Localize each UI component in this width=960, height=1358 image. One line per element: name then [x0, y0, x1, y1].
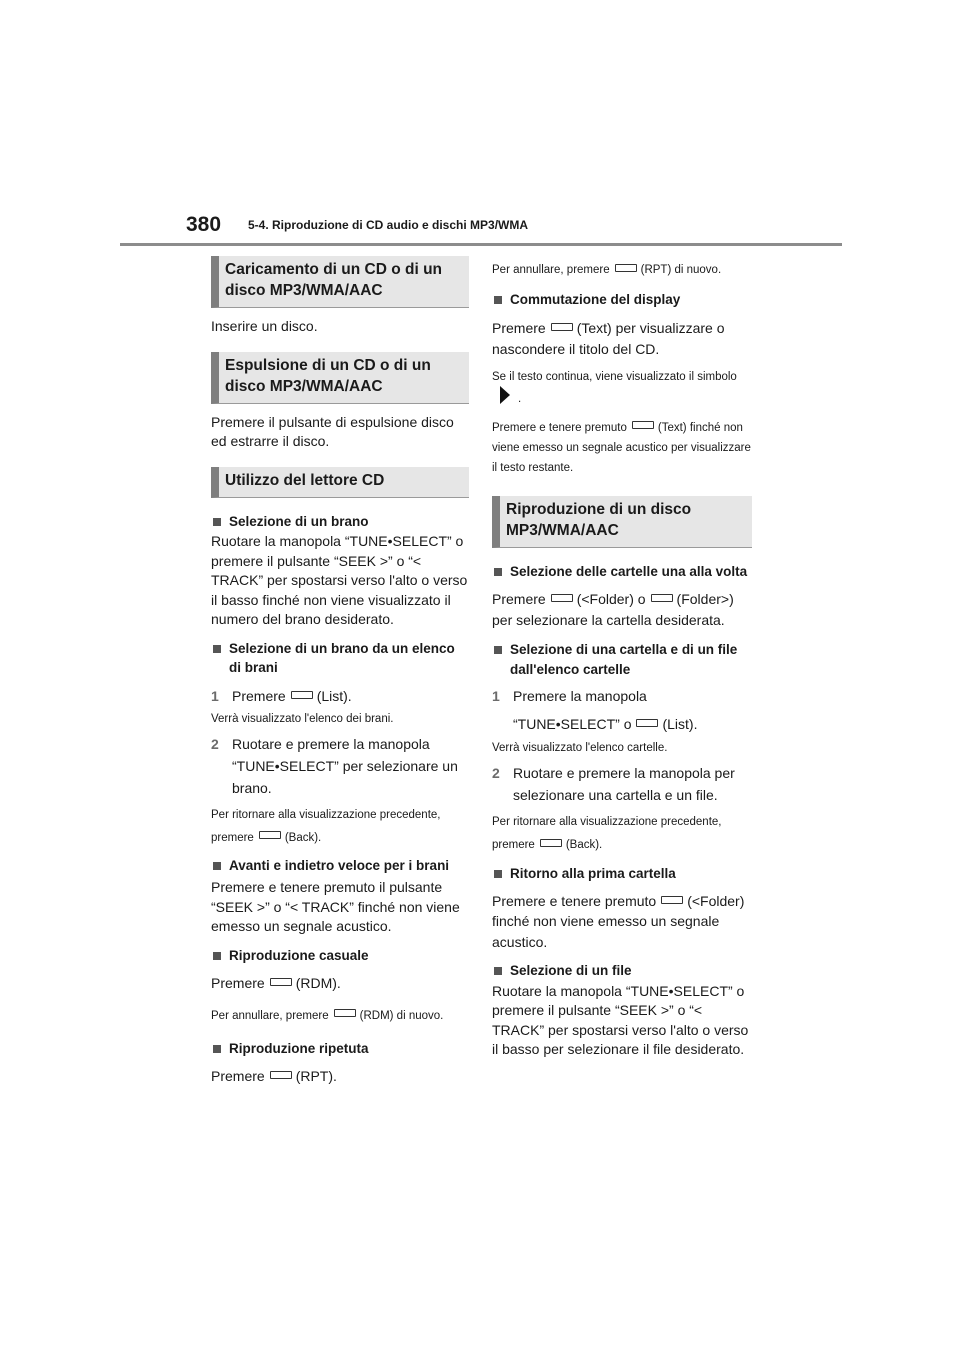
select-file-text: Ruotare la manopola “TUNE•SELECT” o premere il pulsante “SEEK >” o “< TRACK” per spostarsi verso l'alto o verso il basso per selezionare il file desiderato.	[492, 982, 749, 1057]
text-button-icon	[551, 323, 573, 331]
square-bullet-icon	[213, 952, 221, 960]
repeat-note: Per annullare, premere (RPT) di nuovo.	[492, 264, 722, 276]
step-1-knob: 1 Premere la manopola “TUNE•SELECT” o (List).	[492, 688, 698, 732]
square-bullet-icon	[494, 967, 502, 975]
folder-next-button-icon	[651, 594, 673, 602]
left-column	[211, 256, 469, 1087]
folders-text: Premere (<Folder) o (Folder>) per selezionare la cartella desiderata.	[492, 591, 734, 628]
step-2-folder-select: 2 Ruotare e premere la manopola per selezionare una cartella e un file.	[492, 765, 735, 803]
folder-prev-button-icon	[661, 896, 683, 904]
fast-forward-text: Premere e tenere premuto il pulsante “SEEK >” o “< TRACK” finché non viene emesso un segnale acustico.	[211, 879, 460, 934]
random-note: Per annullare, premere (RDM) di nuovo.	[211, 1009, 444, 1022]
rdm-button-icon	[270, 978, 292, 986]
random-text: Premere (RDM).	[211, 975, 341, 991]
folder-prev-button-icon	[551, 594, 573, 602]
subheading-track-list: Selezione di un brano da un elenco di brani	[211, 639, 469, 678]
step-1-note: Verrà visualizzato l'elenco dei brani.	[211, 712, 394, 725]
continue-arrow-icon	[500, 386, 510, 404]
display-text: Premere (Text) per visualizzare o nascondere il titolo del CD.	[492, 319, 725, 357]
page-number: 380	[186, 213, 222, 236]
repeat-text: Premere (RPT).	[211, 1068, 337, 1084]
subheading-folders: Selezione delle cartelle una alla volta	[492, 562, 752, 582]
square-bullet-icon	[213, 862, 221, 870]
section-heading-cd-player: Utilizzo del lettore CD	[211, 467, 469, 498]
square-bullet-icon	[494, 568, 502, 576]
eject-text: Premere il pulsante di espulsione disco ed estrarre il disco.	[211, 413, 454, 449]
subheading-folder-list: Selezione di una cartella e di un file dall'elenco cartelle	[492, 640, 752, 679]
right-column	[492, 256, 752, 1060]
rpt-button-icon	[615, 264, 637, 272]
subheading-select-track: Selezione di un brano	[211, 512, 469, 532]
rdm-button-icon	[334, 1009, 356, 1017]
square-bullet-icon	[494, 870, 502, 878]
step-1-folder-note: Verrà visualizzato l'elenco cartelle.	[492, 742, 668, 754]
subheading-fast-forward: Avanti e indietro veloce per i brani	[211, 856, 469, 876]
subheading-repeat: Riproduzione ripetuta	[211, 1039, 469, 1059]
list-button-icon	[636, 719, 658, 727]
step-2-folder-note: Per ritornare alla visualizzazione precedente, premere (Back).	[492, 816, 722, 851]
display-note-2: Premere e tenere premuto (Text) finché non viene emesso un segnale acustico per visualizzare il testo restante.	[492, 421, 751, 474]
section-heading-loading: Caricamento di un CD o di un disco MP3/WMA/AAC	[211, 256, 469, 308]
square-bullet-icon	[494, 296, 502, 304]
subheading-first-folder: Ritorno alla prima cartella	[492, 864, 752, 884]
subheading-select-file: Selezione di un file	[492, 961, 752, 981]
loading-text: Inserire un disco.	[211, 318, 318, 334]
square-bullet-icon	[213, 645, 221, 653]
select-track-text: Ruotare la manopola “TUNE•SELECT” o premere il pulsante “SEEK >” o “< TRACK” per spostarsi verso l'alto o verso il basso finché non viene visualizzato il numero del brano desiderato.	[211, 533, 468, 627]
square-bullet-icon	[213, 518, 221, 526]
square-bullet-icon	[494, 646, 502, 654]
square-bullet-icon	[213, 1045, 221, 1053]
subheading-display: Commutazione del display	[492, 290, 752, 310]
back-button-icon	[259, 831, 281, 839]
running-head: 5-4. Riproduzione di CD audio e dischi MP3/WMA	[248, 218, 529, 232]
header-rule	[120, 243, 842, 246]
back-button-icon	[540, 839, 562, 847]
section-heading-mp3: Riproduzione di un disco MP3/WMA/AAC	[492, 496, 752, 548]
display-note-1: Se il testo continua, viene visualizzato il simbolo.	[492, 370, 737, 405]
first-folder-text: Premere e tenere premuto (<Folder) finché non viene emesso un segnale acustico.	[492, 892, 745, 950]
step-2-select: 2 Ruotare e premere la manopola “TUNE•SELECT” per selezionare un brano.	[211, 735, 458, 796]
text-button-icon	[632, 421, 654, 429]
step-1-list: 1 Premere (List).	[211, 687, 352, 704]
list-button-icon	[291, 691, 313, 699]
section-heading-eject: Espulsione di un CD o di un disco MP3/WMA/AAC	[211, 352, 469, 404]
subheading-random: Riproduzione casuale	[211, 946, 469, 966]
step-2-note: Per ritornare alla visualizzazione precedente, premere (Back).	[211, 808, 441, 844]
rpt-button-icon	[270, 1071, 292, 1079]
